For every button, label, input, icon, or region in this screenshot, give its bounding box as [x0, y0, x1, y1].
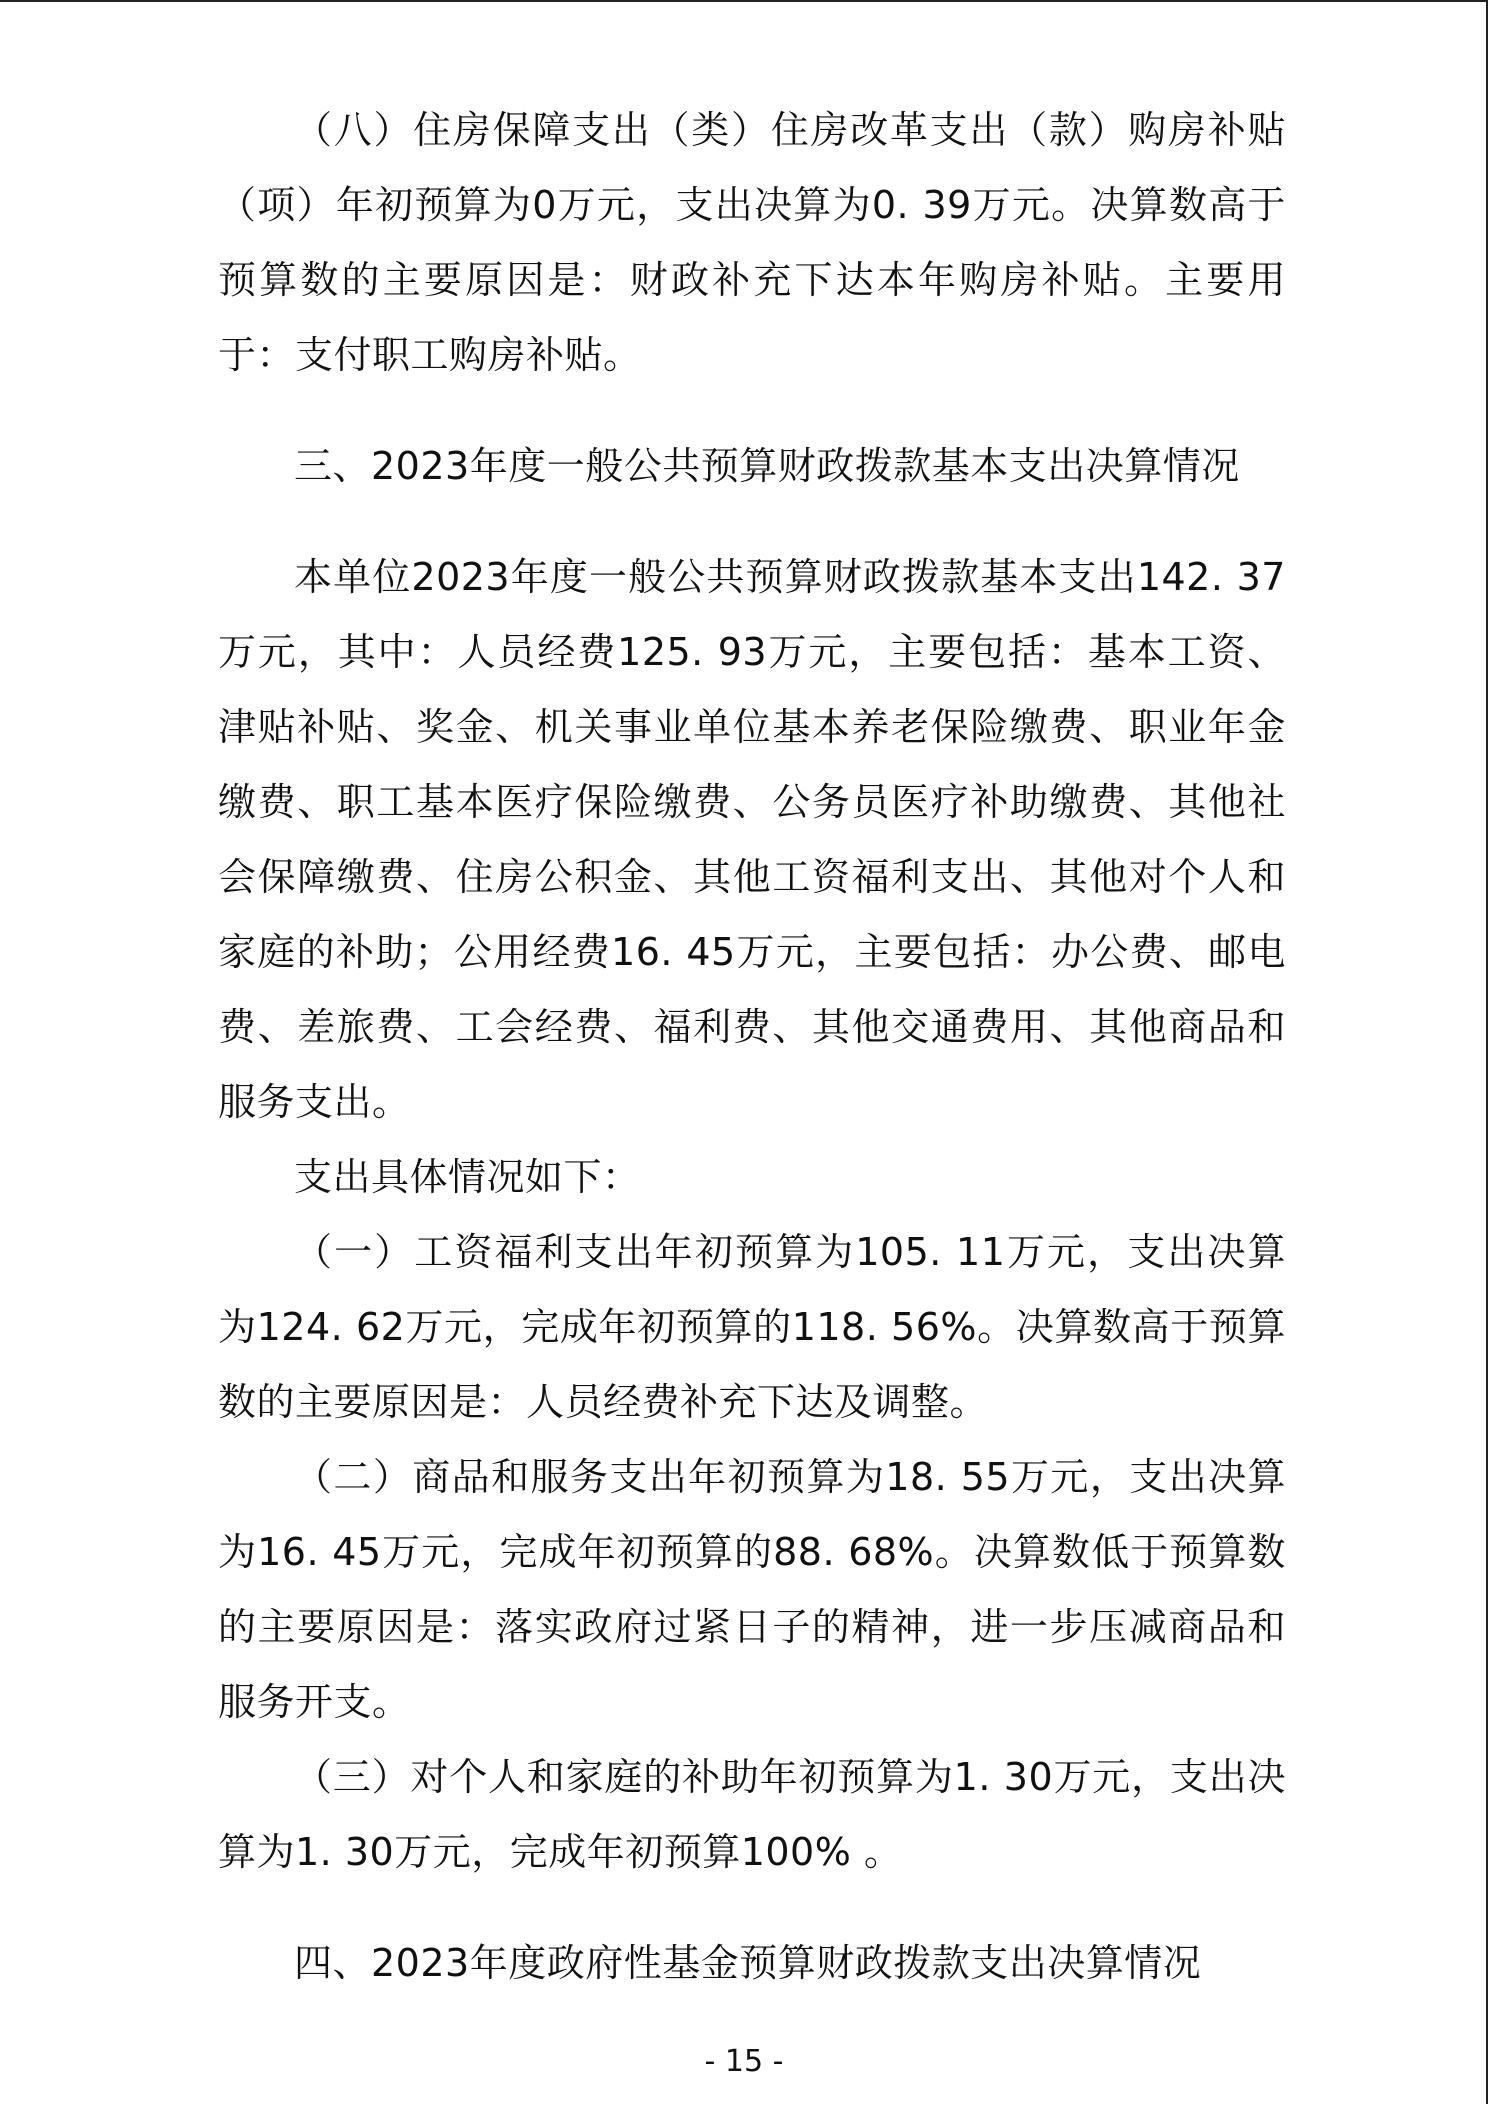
top-border-line — [0, 0, 1488, 2]
section-heading-government-fund: 四、2023年度政府性基金预算财政拨款支出决算情况 — [294, 1941, 1202, 1985]
paragraph-wages-welfare: （一）工资福利支出年初预算为105. 11万元，支出决算为124. 62万元，完成年初预算的118. 56%。决算数高于预算数的主要原因是：人员经费补充下达及调整。 — [218, 1230, 1286, 1424]
paragraph-details-intro: 支出具体情况如下： — [294, 1155, 641, 1199]
document-body — [218, 93, 1286, 2001]
paragraph-basic-expenditure-summary: 本单位2023年度一般公共预算财政拨款基本支出142. 37万元，其中：人员经费125. 93万元，主要包括：基本工资、津贴补贴、奖金、机关事业单位基本养老保险缴费、职业年金缴费、职工基本医疗保险缴费、公务员医疗补助缴费、其他社会保障缴费、住房公积金、其他工资福利支出、其他对个人和家庭的补助；公用经费16. 45万元，主要包括：办公费、邮电费、差旅费、工会经费、福利费、其他交通费用、其他商品和服务支出。 — [218, 555, 1286, 1124]
section-heading-basic-expenditure: 三、2023年度一般公共预算财政拨款基本支出决算情况 — [294, 444, 1240, 488]
paragraph-household-subsidy: （三）对个人和家庭的补助年初预算为1. 30万元，支出决算为1. 30万元，完成年初预算100% 。 — [218, 1755, 1286, 1874]
paragraph-goods-services: （二）商品和服务支出年初预算为18. 55万元，支出决算为16. 45万元，完成年初预算的88. 68%。决算数低于预算数的主要原因是：落实政府过紧日子的精神，进一步压减商品和服务开支。 — [218, 1455, 1286, 1724]
page-number: - 15 - — [704, 2044, 784, 2079]
paragraph-housing-subsidy: （八）住房保障支出（类）住房改革支出（款）购房补贴（项）年初预算为0万元，支出决算为0. 39万元。决算数高于预算数的主要原因是：财政补充下达本年购房补贴。主要用于：支付职工购房补贴。 — [218, 108, 1286, 377]
